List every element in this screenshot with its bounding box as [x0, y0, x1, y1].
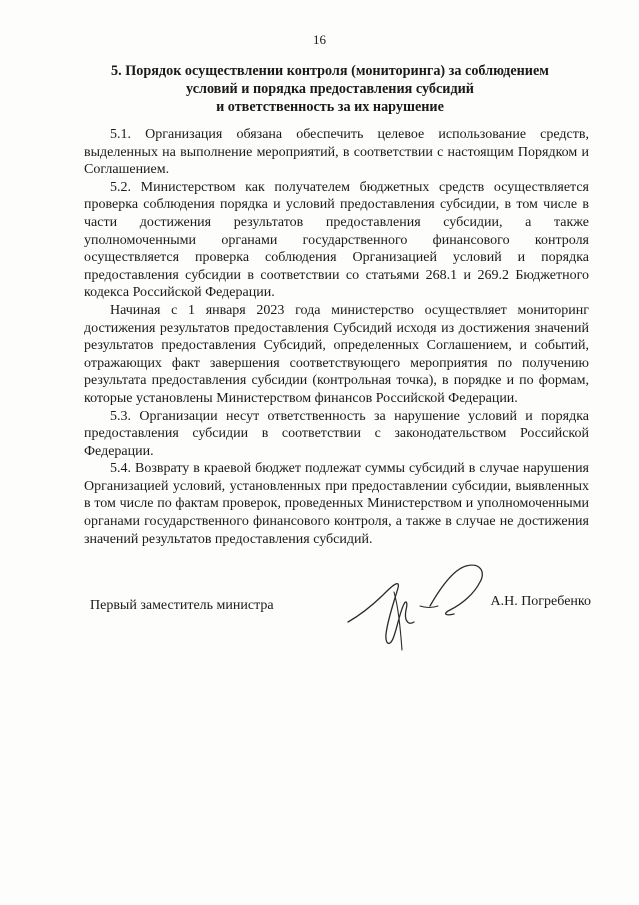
- page-number: 16: [313, 32, 326, 47]
- heading-line-2: условий и порядка предоставления субсидий: [186, 81, 474, 97]
- signatory-title: Первый заместитель министра: [90, 598, 274, 613]
- handwritten-signature: [342, 562, 492, 657]
- heading-line-1: 5. Порядок осуществлении контроля (мониторинга) за соблюдением: [111, 63, 549, 79]
- paragraph-5-4: 5.4. Возврату в краевой бюджет подлежат суммы субсидий в случае нарушения Организацией условий, установленных при предоставлении субсидии, выявленных в том числе по фактам проверок, проведенных Министерством и уполномоченными органами государственного финансового контроля, а также в случае не достижения значений результатов предоставления субсидий.: [84, 461, 589, 547]
- paragraph-5-2: 5.2. Министерством как получателем бюджетных средств осуществляется проверка соблюдения порядка и условий предоставления субсидии, в том числе в части достижения результатов предоставления субсидии, а также уполномоченными органами государственного финансового контроля осуществляется проверка соблюдения Организацией условий и порядка предоставления субсидии в соответствии со статьями 268.1 и 269.2 Бюджетного кодекса Российской Федерации.: [84, 179, 589, 301]
- signature-block: [90, 562, 595, 657]
- heading-line-3: и ответственность за их нарушение: [216, 99, 444, 115]
- document-body: [84, 126, 589, 548]
- paragraph-monitoring: Начиная с 1 января 2023 года министерство осуществляет мониторинг достижения результатов предоставления Субсидий исходя из достижения значений результатов предоставления Субсидий, определенных Соглашением, и событий, отражающих факт завершения соответствующего мероприятия по получению результата предоставления субсидии (контрольная точка), в порядке и по формам, которые установлены Министерством финансов Российской Федерации.: [84, 302, 589, 406]
- section-heading: [70, 62, 590, 116]
- paragraph-5-3: 5.3. Организации несут ответственность за нарушение условий и порядка предоставления субсидии в соответствии с законодательством Российской Федерации.: [84, 408, 589, 459]
- signatory-name: А.Н. Погребенко: [490, 594, 591, 609]
- paragraph-5-1: 5.1. Организация обязана обеспечить целевое использование средств, выделенных на выполнение мероприятий, в соответствии с настоящим Порядком и Соглашением.: [84, 127, 589, 178]
